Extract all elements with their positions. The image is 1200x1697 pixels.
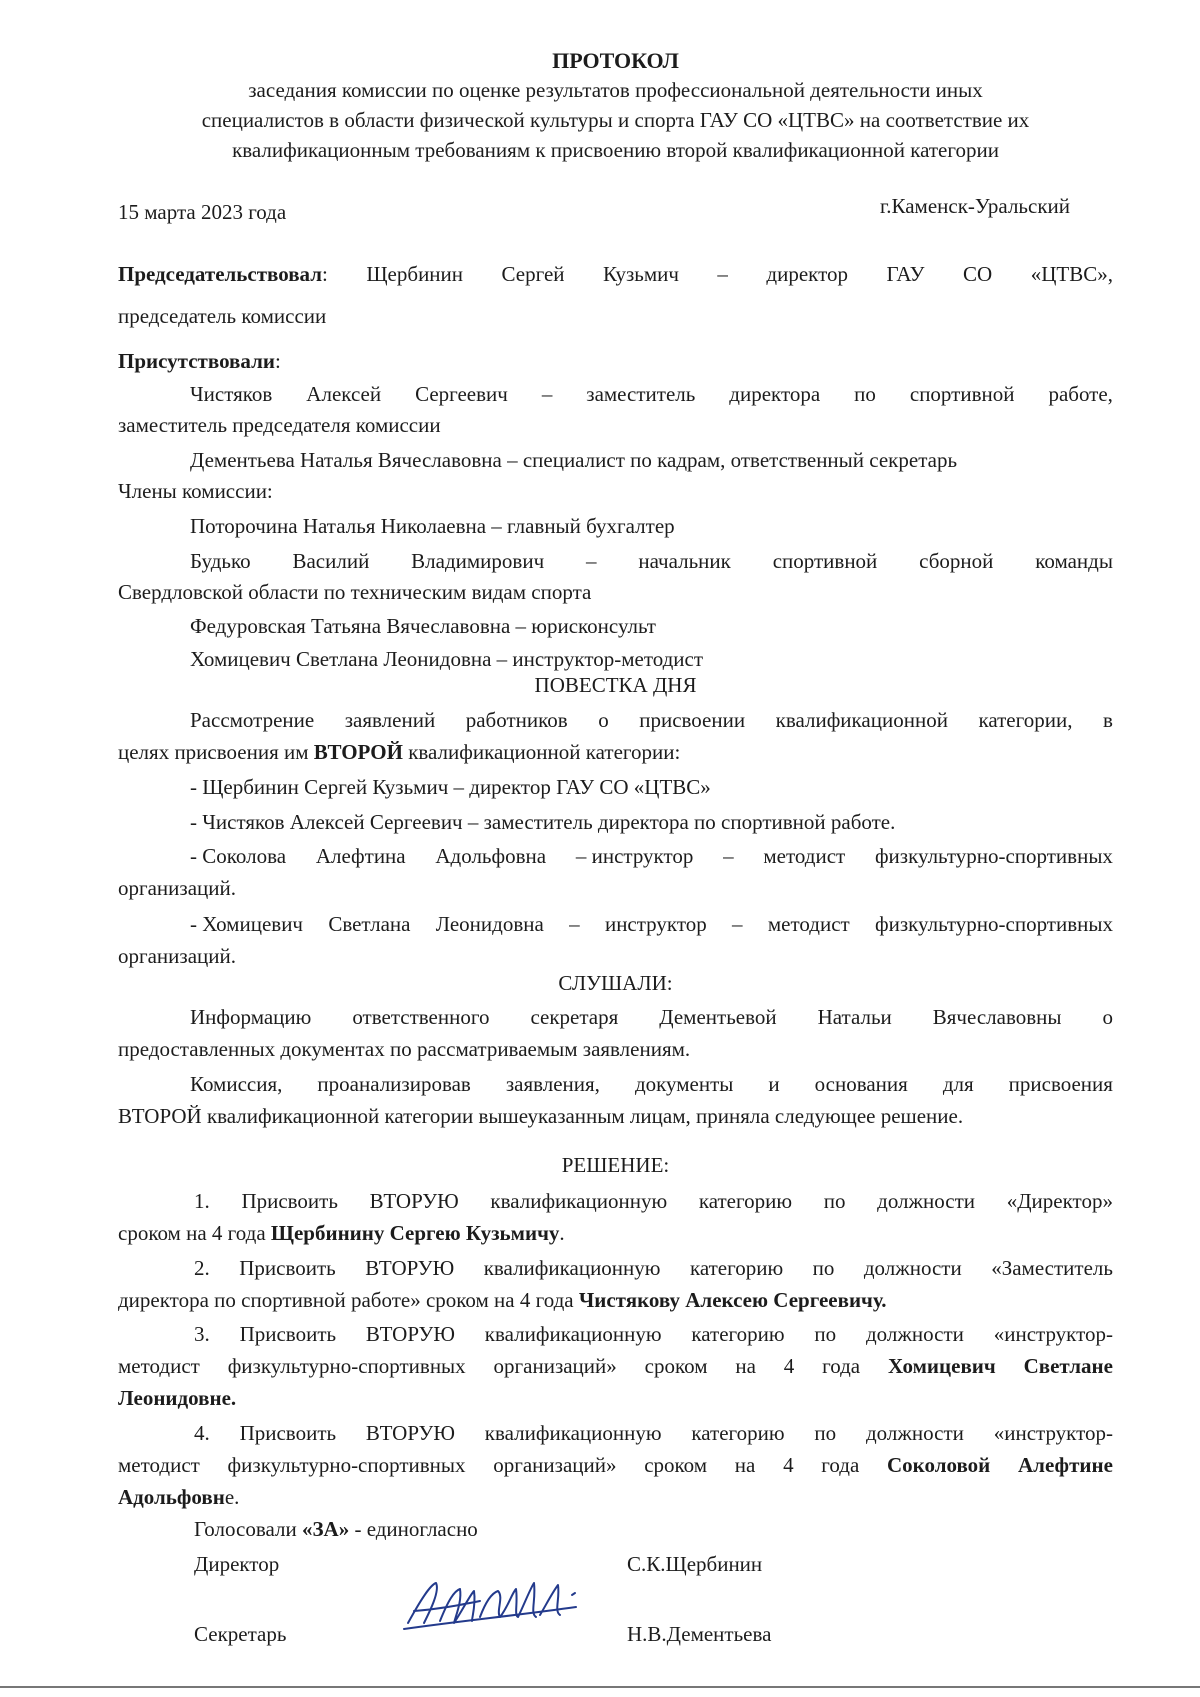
present-1-line-2: заместитель председателя комиссии bbox=[118, 413, 441, 437]
heard-p1-line-2: предоставленных документах по рассматриваемым заявлениям. bbox=[118, 1037, 691, 1061]
heard-p1-line-1: Информацию ответственного секретаря Дементьевой Натальи Вячеславовны о bbox=[190, 1005, 1113, 1029]
heard-p2-line-1: Комиссия, проанализировав заявления, документы и основания для присвоения bbox=[190, 1072, 1113, 1096]
agenda-item-1: - Щербинин Сергей Кузьмич – директор ГАУ СО «ЦТВС» bbox=[190, 775, 711, 799]
decision-1-line-2: сроком на 4 года Щербинину Сергею Кузьмичу. bbox=[118, 1221, 565, 1245]
present-heading: Присутствовали: bbox=[118, 349, 281, 373]
decision-3-line-3: Леонидовне. bbox=[118, 1386, 237, 1410]
subtitle-line-1: заседания комиссии по оценке результатов профессиональной деятельности иных bbox=[248, 78, 983, 102]
member-2-line-1: Будько Василий Владимирович – начальник спортивной сборной команды bbox=[190, 549, 1113, 573]
member-1: Поторочина Наталья Николаевна – главный бухгалтер bbox=[190, 514, 675, 538]
decision-2-line-2: директора по спортивной работе» сроком на 4 года Чистякову Алексею Сергеевичу. bbox=[118, 1288, 887, 1312]
decision-4-line-3: Адольфовне. bbox=[118, 1485, 240, 1509]
decision-1-line-1: 1. Присвоить ВТОРУЮ квалификационную категорию по должности «Директор» bbox=[194, 1189, 1113, 1213]
present-1-line-1: Чистяков Алексей Сергеевич – заместитель директора по спортивной работе, bbox=[190, 382, 1113, 406]
heard-heading: СЛУШАЛИ: bbox=[558, 971, 673, 995]
agenda-item-3-line-1: - Соколова Алефтина Адольфовна – инструктор – методист физкультурно-спортивных bbox=[190, 844, 1113, 868]
secretary-name: Н.В.Дементьева bbox=[627, 1622, 772, 1646]
agenda-intro-line-1: Рассмотрение заявлений работников о присвоении квалификационной категории, в bbox=[190, 708, 1113, 732]
decision-4-line-1: 4. Присвоить ВТОРУЮ квалификационную категорию по должности «инструктор- bbox=[194, 1421, 1113, 1445]
scan-edge-line bbox=[0, 1686, 1200, 1688]
agenda-item-2: - Чистяков Алексей Сергеевич – заместитель директора по спортивной работе. bbox=[190, 810, 896, 834]
director-signature bbox=[400, 1571, 590, 1633]
agenda-heading: ПОВЕСТКА ДНЯ bbox=[534, 673, 697, 697]
member-4: Хомицевич Светлана Леонидовна – инструктор-методист bbox=[190, 647, 704, 671]
members-heading: Члены комиссии: bbox=[118, 479, 273, 503]
decision-3-line-2: методист физкультурно-спортивных организаций» сроком на 4 года Хомицевич Светлане bbox=[118, 1354, 1113, 1378]
decision-2-line-1: 2. Присвоить ВТОРУЮ квалификационную категорию по должности «Заместитель bbox=[194, 1256, 1113, 1280]
heard-p2-line-2: ВТОРОЙ квалификационной категории вышеуказанным лицам, приняла следующее решение. bbox=[118, 1104, 964, 1128]
subtitle-line-3: квалификационным требованиям к присвоению второй квалификационной категории bbox=[232, 138, 999, 162]
document-title: ПРОТОКОЛ bbox=[552, 48, 679, 73]
meeting-date: 15 марта 2023 года bbox=[118, 200, 287, 224]
director-role: Директор bbox=[194, 1552, 280, 1576]
present-2: Дементьева Наталья Вячеславовна – специалист по кадрам, ответственный секретарь bbox=[190, 448, 958, 472]
secretary-role: Секретарь bbox=[194, 1622, 287, 1646]
chair-role: председатель комиссии bbox=[118, 304, 327, 328]
decision-heading: РЕШЕНИЕ: bbox=[561, 1153, 670, 1177]
vote-line: Голосовали «ЗА» - единогласно bbox=[194, 1517, 478, 1541]
member-2-line-2: Свердловской области по техническим видам спорта bbox=[118, 580, 592, 604]
subtitle-line-2: специалистов в области физической культуры и спорта ГАУ СО «ЦТВС» на соответствие их bbox=[201, 108, 1030, 132]
member-3: Федуровская Татьяна Вячеславовна – юрисконсульт bbox=[190, 614, 656, 638]
agenda-item-3-line-2: организаций. bbox=[118, 876, 236, 900]
director-name: С.К.Щербинин bbox=[627, 1552, 763, 1576]
decision-4-line-2: методист физкультурно-спортивных организаций» сроком на 4 года Соколовой Алефтине bbox=[118, 1453, 1113, 1477]
meeting-place: г.Каменск-Уральский bbox=[880, 194, 1070, 218]
agenda-item-4-line-2: организаций. bbox=[118, 944, 236, 968]
chair-line: Председательствовал: Щербинин Сергей Кузьмич – директор ГАУ СО «ЦТВС», bbox=[118, 262, 1113, 286]
agenda-item-4-line-1: - Хомицевич Светлана Леонидовна – инструктор – методист физкультурно-спортивных bbox=[190, 912, 1113, 936]
decision-3-line-1: 3. Присвоить ВТОРУЮ квалификационную категорию по должности «инструктор- bbox=[194, 1322, 1113, 1346]
agenda-intro-line-2: целях присвоения им ВТОРОЙ квалификационной категории: bbox=[118, 740, 681, 764]
chair-label: Председательствовал bbox=[118, 262, 323, 286]
